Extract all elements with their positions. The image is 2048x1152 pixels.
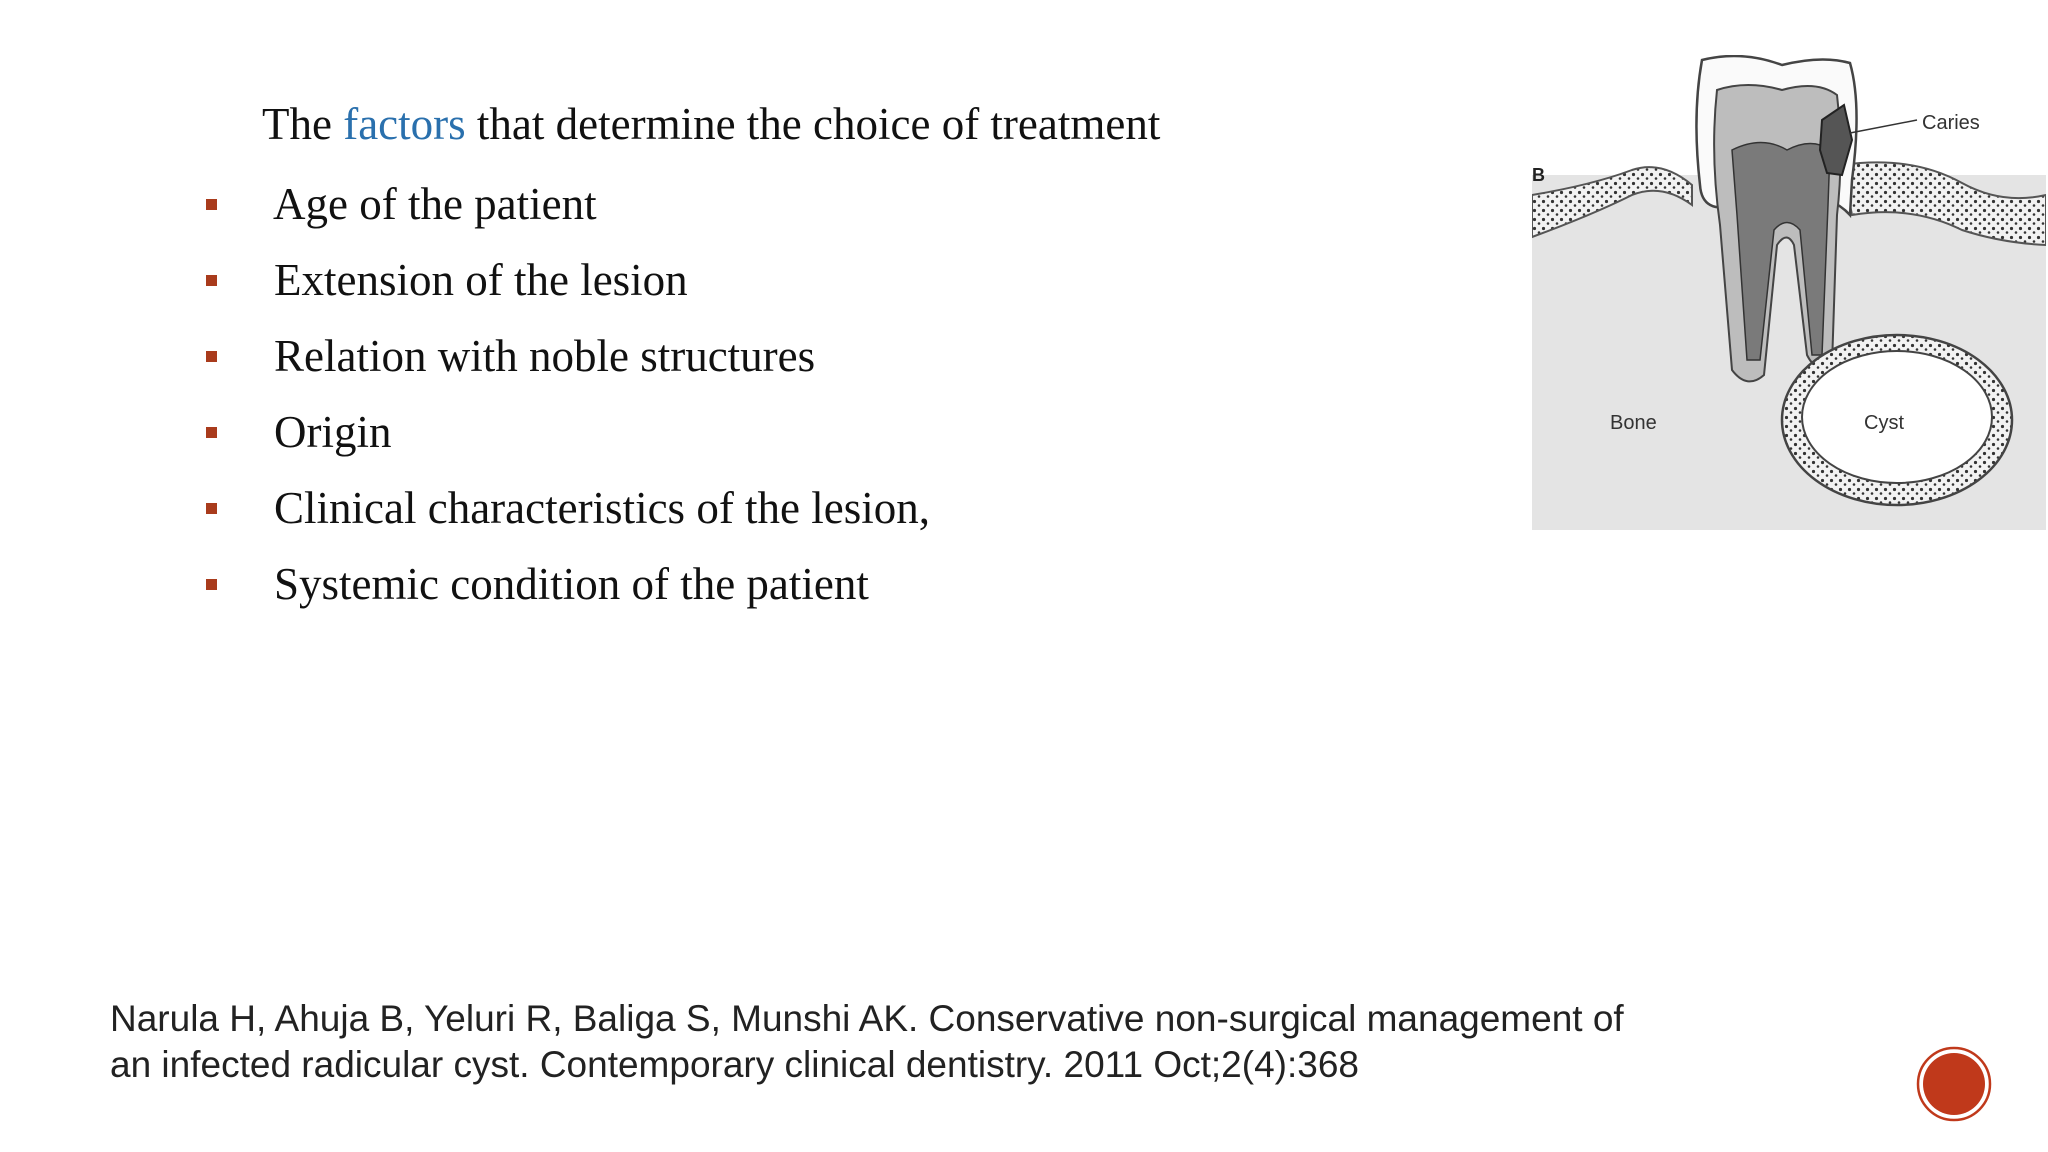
caries-label: Caries <box>1922 112 1980 134</box>
slide-heading <box>262 98 1160 150</box>
heading-accent-word: factors <box>343 99 466 149</box>
heading-prefix: The <box>262 99 344 149</box>
panel-letter: B <box>1532 165 1545 185</box>
decorative-circle-icon <box>1916 1046 1992 1122</box>
square-bullet-icon <box>206 579 217 590</box>
citation-line-2: an infected radicular cyst. Contemporary clinical dentistry. 2011 Oct;2(4):368 <box>110 1044 1359 1085</box>
heading-suffix: that determine the choice of treatment <box>465 99 1161 149</box>
square-bullet-icon <box>206 199 217 210</box>
caries-pointer <box>1850 120 1917 133</box>
list-item-text: Extension of the lesion <box>274 255 688 305</box>
radicular-cyst-diagram <box>1532 55 2046 530</box>
square-bullet-icon <box>206 503 217 514</box>
bone-label: Bone <box>1610 412 1657 434</box>
citation-line-1: Narula H, Ahuja B, Yeluri R, Baliga S, Munshi AK. Conservative non-surgical management of <box>110 998 1624 1039</box>
list-item-text: Age of the patient <box>273 179 597 229</box>
square-bullet-icon <box>206 351 217 362</box>
list-item-text: Systemic condition of the patient <box>274 559 869 609</box>
square-bullet-icon <box>206 275 217 286</box>
cyst-label: Cyst <box>1864 412 1904 434</box>
citation <box>110 996 1810 1088</box>
square-bullet-icon <box>206 427 217 438</box>
list-item-text: Clinical characteristics of the lesion, <box>274 483 931 533</box>
list-item-text: Relation with noble structures <box>274 331 816 381</box>
list-item-text: Origin <box>274 407 392 457</box>
